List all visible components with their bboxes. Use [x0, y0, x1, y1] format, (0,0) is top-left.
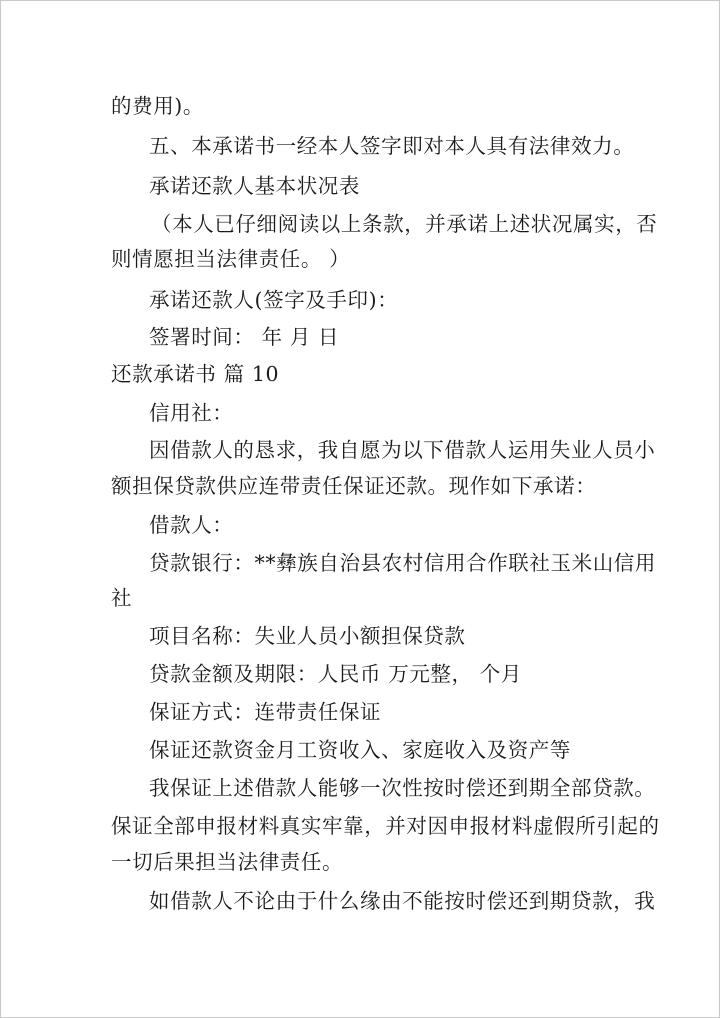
repayment-source-line: 保证还款资金月工资收入、家庭收入及资产等	[149, 738, 571, 762]
text-line: 保证全部申报材料真实牢靠，并对因申报材料虚假所引起的	[111, 814, 660, 838]
text-line: 如借款人不论由于什么缘由不能按时偿还到期贷款，我	[149, 889, 656, 913]
text-line: 我保证上述借款人能够一次性按时偿还到期全部贷款。	[149, 776, 656, 800]
signing-date-label: 签署时间： 年 月 日	[149, 325, 340, 349]
borrower-label: 借款人：	[149, 513, 234, 537]
text-line: （本人已仔细阅读以上条款，并承诺上述状况属实，否	[151, 212, 658, 236]
text-line: 额担保贷款供应连带责任保证还款。现作如下承诺：	[111, 474, 597, 498]
guarantee-method-line: 保证方式：连带责任保证	[149, 700, 382, 724]
text-line: 一切后果担当法律责任。	[111, 850, 344, 874]
addressee: 信用社：	[149, 401, 234, 425]
text-line: 则情愿担当法律责任。 ）	[111, 247, 351, 271]
signature-label: 承诺还款人(签字及手印)：	[149, 288, 399, 312]
project-name-line: 项目名称：失业人员小额担保贷款	[149, 624, 466, 648]
text-line: 五、本承诺书一经本人签字即对本人具有法律效力。	[149, 134, 635, 158]
text-line: 的费用)。	[111, 94, 204, 118]
section-title: 还款承诺书 篇 10	[111, 362, 280, 386]
text-line: 社	[111, 586, 133, 610]
text-line: 因借款人的恳求，我自愿为以下借款人运用失业人员小	[149, 438, 656, 462]
section-heading: 承诺还款人基本状况表	[149, 174, 360, 198]
bank-line: 贷款银行：**彝族自治县农村信用合作联社玉米山信用	[149, 551, 656, 575]
loan-amount-line: 贷款金额及期限：人民币 万元整， 个月	[149, 662, 522, 686]
